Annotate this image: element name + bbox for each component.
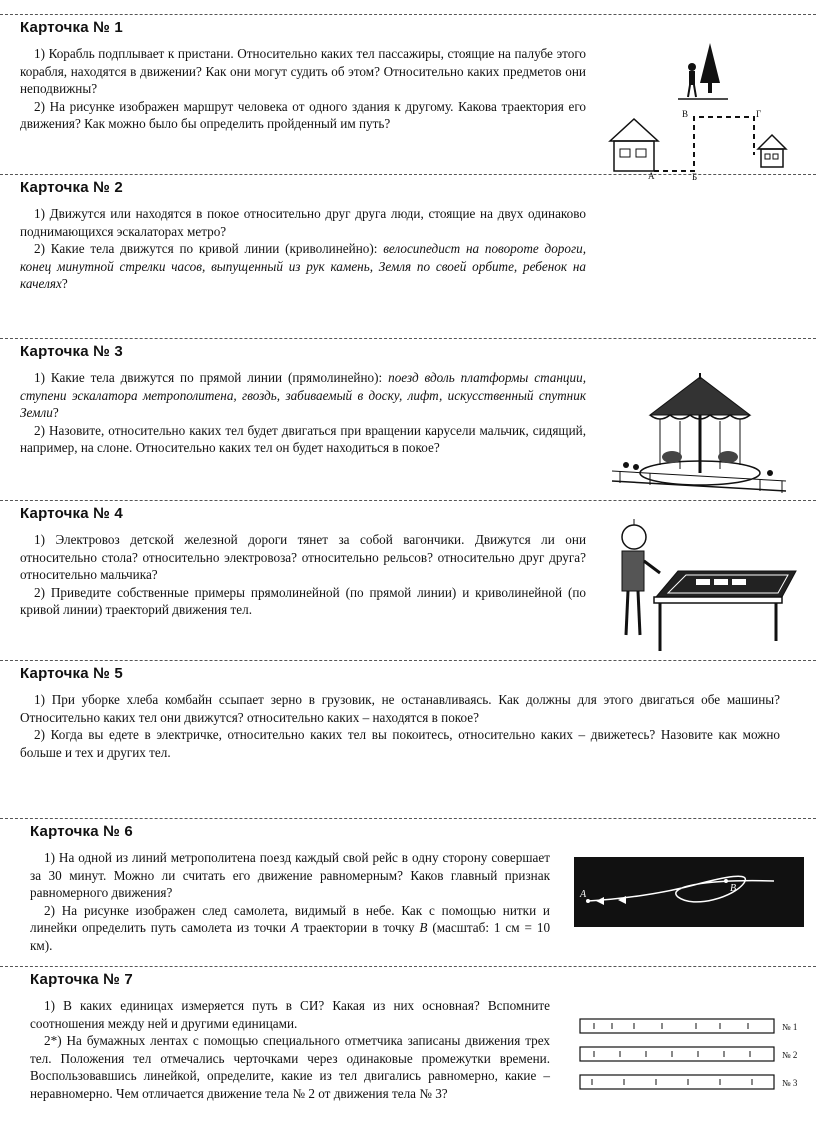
card-text (20, 369, 586, 457)
tape-label: № 2 (782, 1050, 798, 1060)
label-a: A (648, 171, 655, 181)
card-text (20, 691, 780, 761)
card-title: Карточка № 7 (30, 971, 133, 988)
card-text (30, 997, 550, 1103)
card-title: Карточка № 2 (20, 179, 123, 196)
question-2: 2) На рисунке изображен маршрут человека от одного здания к другому. Какова траектория его движения? Как можно было бы определить пройденный им путь? (20, 98, 586, 132)
label-b: B (730, 883, 737, 894)
question-1: 1) На одной из линий метрополитена поезд каждый свой рейс в одну сторону совершает за 30 минут. Можно ли считать его движение равномерным? Каков главный признак равномерного движения? (30, 850, 550, 901)
toy-railway-figure (606, 517, 802, 659)
card-6 (0, 818, 816, 964)
question-2: 2) Назовите, относительно каких тел будет двигаться при вращении карусели мальчик, сидящий, например, на слоне. Относительно каких тел он будет находиться в покое? (20, 422, 586, 456)
label-b: Б (692, 172, 698, 182)
question-1: 1) При уборке хлеба комбайн ссыпает зерно в грузовик, не останавливаясь. Как должны для этого двигаться обе машины? Относительно каких тел они движутся? относительно каких – находятся в покое? (20, 692, 780, 725)
tapes-figure (578, 1013, 808, 1103)
airplane-trail-figure (574, 857, 804, 927)
question-2: 2*) На бумажных лентах с помощью специального отметчика записаны движения трех тел. Положения тел отмечались черточками через одинаковые промежутки времени. Воспользовавшись линейкой, определите, какие из тел двигались равномерно, какие – неравномерно. Чем отличается движение тела № 2 от движения тела № 3? (30, 1033, 550, 1101)
question-1: 1) В каких единицах измеряется путь в СИ? Какая из них основная? Вспомните соотношения между ней и другими единицами. (30, 998, 550, 1031)
card-5 (0, 660, 816, 814)
question-2: 2) Приведите собственные примеры прямолинейной (по прямой линии) и криволинейной (по кривой линии) траекторий движения тел. (20, 584, 586, 618)
tape-label: № 3 (782, 1078, 798, 1088)
question-2: 2) Когда вы едете в электричке, относительно каких тел вы покоитесь, относительно каких – движетесь? Назовите как можно больше и тех и других тел. (20, 727, 780, 760)
label-v: В (682, 109, 689, 119)
card-text (20, 205, 586, 293)
card-3 (0, 338, 816, 500)
card-text (30, 849, 550, 955)
card-title: Карточка № 1 (20, 19, 123, 36)
card-2 (0, 174, 816, 338)
question-1: 1) Корабль подплывает к пристани. Относительно каких тел пассажиры, стоящие на палубе этого корабля, находятся в движении? Как они могут судить об этом? Относительно каких предметов они неподвижны? (20, 46, 586, 97)
tape-3 (580, 1075, 798, 1089)
tape-2 (580, 1047, 797, 1061)
label-a: A (580, 889, 587, 900)
card-1 (0, 14, 816, 182)
card-title: Карточка № 4 (20, 505, 123, 522)
card-4 (0, 500, 816, 660)
tape-1 (580, 1019, 797, 1033)
question-1: 1) Какие тела движутся по прямой линии (прямолинейно): поезд вдоль платформы станции, ступени эскалатора метрополитена, гвоздь, забиваемый в доску, лифт, искусственный спутник Земли? (20, 370, 586, 421)
question-2: 2) На рисунке изображен след самолета, видимый в небе. Как с помощью нитки и линейки определить путь самолета из точки A траектории в точку B (масштаб: 1 см = 10 км). (30, 902, 551, 953)
question-1: 1) Электровоз детской железной дороги тянет за собой вагончики. Движутся ли они относительно стола? относительно электровоза? относительно рельсов? относительно друг друга? относительно мальчика? (20, 532, 586, 583)
route-figure (606, 37, 806, 183)
carousel-figure (610, 373, 790, 503)
card-title: Карточка № 6 (30, 823, 133, 840)
card-title: Карточка № 5 (20, 665, 123, 682)
card-title: Карточка № 3 (20, 343, 123, 360)
label-g: Г (756, 109, 762, 119)
card-text (20, 531, 586, 619)
question-2: 2) Какие тела движутся по кривой линии (криволинейно): велосипедист на повороте дороги, конец минутной стрелки часов, выпущенный из рук камень, Земля по своей орбите, ребенок на качелях? (20, 241, 587, 292)
card-text (20, 45, 586, 133)
question-1: 1) Движутся или находятся в покое относительно друг друга люди, стоящие на двух одинаково поднимающихся эскалаторах метро? (20, 206, 586, 239)
tape-label: № 1 (782, 1022, 798, 1032)
card-7 (0, 966, 816, 1126)
